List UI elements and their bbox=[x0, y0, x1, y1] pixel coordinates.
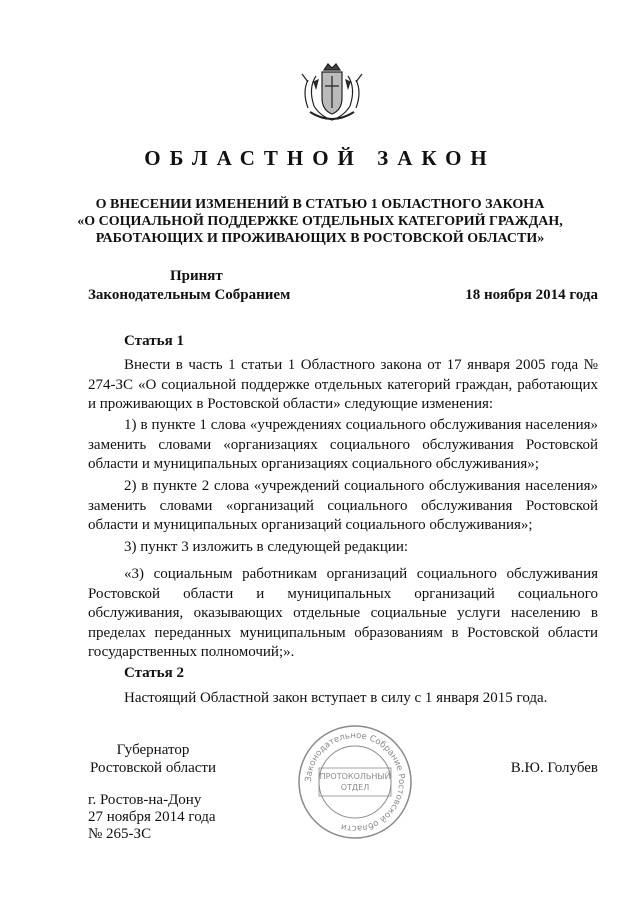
issue-number: № 265-ЗС bbox=[88, 826, 152, 842]
document-subtitle bbox=[0, 196, 640, 247]
article-1-item-3: 3) пункт 3 изложить в следующей редакции: bbox=[124, 539, 409, 555]
stamp-center-line-1: ПРОТОКОЛЬНЫЙ bbox=[319, 772, 391, 781]
document-title: ОБЛАСТНОЙ ЗАКОН bbox=[144, 146, 496, 170]
signatory-name: В.Ю. Голубев bbox=[510, 760, 598, 776]
issue-place: г. Ростов-на-Дону bbox=[88, 792, 202, 808]
article-2-heading: Статья 2 bbox=[124, 665, 184, 681]
coat-of-arms-icon bbox=[294, 62, 370, 126]
official-stamp bbox=[295, 722, 415, 842]
subtitle-line-3: РАБОТАЮЩИХ И ПРОЖИВАЮЩИХ В РОСТОВСКОЙ ОБЛАСТИ» bbox=[95, 231, 545, 246]
stamp-center-line-2: ОТДЕЛ bbox=[340, 783, 370, 792]
article-1-item-2: 2) в пункте 2 слова «учреждений социального обслуживания населения» заменить словами «организаций социального обслуживания Ростовской области и муниципальных организаций социального обслуживания»; bbox=[88, 478, 598, 533]
adopted-label: Принят bbox=[170, 268, 223, 284]
article-1-intro: Внести в часть 1 статьи 1 Областного закона от 17 января 2005 года № 274-ЗС «О социальной поддержке отдельных категорий граждан, работающих и проживающих в Ростовской области» следующие изменения: bbox=[88, 357, 598, 412]
signatory-position-line-2: Ростовской области bbox=[90, 760, 216, 776]
issue-details bbox=[88, 792, 216, 843]
subtitle-line-1: О ВНЕСЕНИИ ИЗМЕНЕНИЙ В СТАТЬЮ 1 ОБЛАСТНОГО ЗАКОНА bbox=[95, 197, 545, 212]
adopted-date: 18 ноября 2014 года bbox=[465, 287, 598, 303]
signatory-position-line-1: Губернатор bbox=[116, 742, 190, 758]
signatory-position bbox=[88, 741, 218, 777]
article-1-heading: Статья 1 bbox=[124, 333, 184, 349]
issue-date: 27 ноября 2014 года bbox=[88, 809, 216, 825]
subtitle-line-2: «О СОЦИАЛЬНОЙ ПОДДЕРЖКЕ ОТДЕЛЬНЫХ КАТЕГОРИЙ ГРАЖДАН, bbox=[77, 214, 563, 229]
article-2-text: Настоящий Областной закон вступает в силу с 1 января 2015 года. bbox=[124, 690, 548, 706]
article-1-item-1: 1) в пункте 1 слова «учреждениях социального обслуживания населения» заменить словами «организациях социального обслуживания Ростовской области и муниципальных организациях социального обслуживания»; bbox=[88, 417, 598, 472]
article-1-quote: «3) социальным работникам организаций социального обслуживания Ростовской области и муниципальных организаций социального обслуживания, оказывающих отдельные социальные услуги населению в пределах переданных муниципальным образованиям в Ростовской области государственных полномочий;». bbox=[88, 566, 598, 660]
stamp-ring-text: Законодательное Собрание Ростовской области bbox=[303, 730, 407, 834]
adopted-by: Законодательным Собранием bbox=[88, 287, 291, 303]
